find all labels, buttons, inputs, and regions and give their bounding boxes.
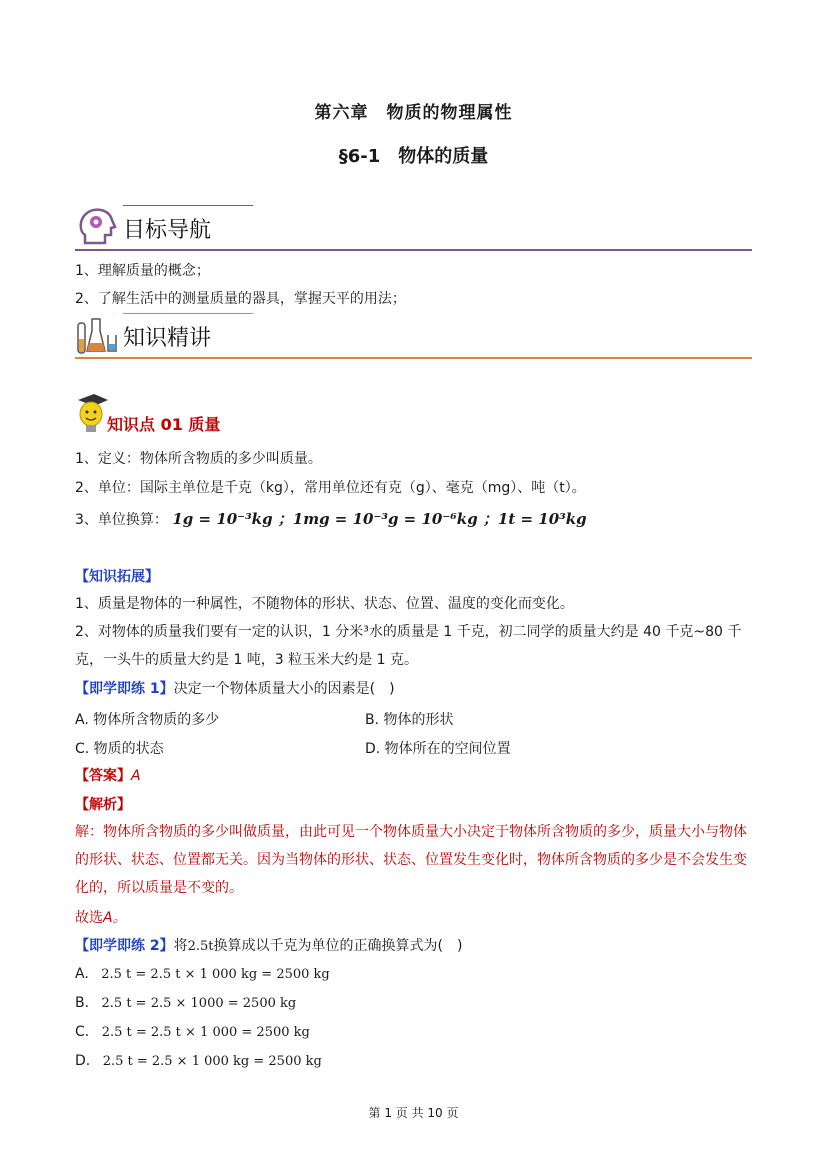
q2-option-c-letter: C. (75, 1024, 90, 1040)
expand-paragraph-1: 1、质量是物体的一种属性，不随物体的形状、状态、位置、温度的变化而变化。 (75, 596, 574, 612)
goal-item-1: 1、理解质量的概念； (75, 263, 210, 279)
banner-knowledge-label: 知识精讲 (123, 326, 212, 351)
q1-option-b: B. 物体的形状 (365, 712, 454, 728)
question-2-prefix: 将 (173, 938, 188, 954)
q2-option-a (75, 966, 330, 982)
q2-option-c (75, 1024, 310, 1040)
q1-option-d: D. 物体所在的空间位置 (365, 741, 511, 757)
q1-choose (75, 908, 127, 928)
head-brain-icon (75, 205, 119, 249)
q2-option-a-expr: 2.5 t = 2.5 t × 1 000 kg = 2500 kg (101, 967, 330, 982)
section-title: §6-1 物体的质量 (338, 146, 489, 167)
knowledge-point-title: 知识点 01 质量 (107, 415, 221, 434)
conversion-prefix: 3、单位换算： (75, 512, 168, 528)
q1-option-c: C. 物质的状态 (75, 741, 164, 757)
banner-goals-label: 目标导航 (123, 218, 212, 243)
q2-option-d-expr: 2.5 t = 2.5 × 1 000 kg = 2500 kg (102, 1054, 322, 1069)
question-1-stem: 决定一个物体质量大小的因素是( ) (173, 681, 395, 697)
q2-option-a-letter: A. (75, 966, 89, 982)
flask-icon (75, 313, 119, 357)
q2-option-b (75, 995, 296, 1011)
expand-label: 【知识拓展】 (75, 569, 159, 585)
q1-option-a: A. 物体所含物质的多少 (75, 712, 220, 728)
unit-line: 2、单位：国际主单位是千克（kg），常用单位还有克（g）、毫克（mg）、吨（t）。 (75, 480, 586, 496)
q2-option-c-expr: 2.5 t = 2.5 t × 1 000 = 2500 kg (101, 1025, 310, 1040)
chapter-title: 第六章 物质的物理属性 (314, 103, 513, 123)
q1-analysis-text: 解：物体所含物质的多少叫做质量，由此可见一个物体质量大小决定于物体所含物质的多少，质量大小与物体的形状、状态、位置都无关。因为当物体的形状、状态、位置发生变化时，物体所含物质的多少是不会发生变化的，所以质量是不变的。 (75, 824, 747, 896)
definition-line: 1、定义：物体所含物质的多少叫质量。 (75, 451, 322, 467)
q1-answer-label: 【答案】 (75, 768, 131, 784)
q2-option-b-letter: B. (75, 995, 90, 1011)
q1-answer-value: A (131, 768, 141, 784)
q2-option-b-expr: 2.5 t = 2.5 × 1000 = 2500 kg (101, 996, 297, 1011)
q1-choose-value: A。 (103, 910, 127, 926)
q1-analysis-label: 【解析】 (75, 797, 131, 813)
question-2-suffix: 换算成以千克为单位的正确换算式为( ) (213, 938, 463, 954)
page-footer: 第 1 页 共 10 页 (368, 1106, 459, 1120)
q2-option-d-letter: D. (75, 1053, 91, 1069)
conversion-line (75, 509, 587, 530)
q1-choose-prefix: 故选 (75, 910, 103, 926)
q1-answer (75, 766, 141, 786)
q2-option-d (75, 1053, 322, 1069)
bulb-graduate-icon (74, 392, 108, 436)
question-2-label: 【即学即练 2】 (75, 938, 174, 954)
expand-paragraph-2: 2、对物体的质量我们要有一定的认识，1 分米³水的质量是 1 千克，初二同学的质量大约是 40 千克~80 千克，一头牛的质量大约是 1 吨，3 粒玉米大约是 1 克。 (75, 624, 742, 668)
goal-item-2: 2、了解生活中的测量质量的器具，掌握天平的用法； (75, 291, 406, 307)
banner-knowledge (75, 313, 752, 359)
question-1-label: 【即学即练 1】 (75, 681, 174, 697)
question-1 (75, 679, 395, 699)
banner-goals (75, 205, 752, 251)
question-2 (75, 936, 462, 957)
question-2-value: 2.5t (187, 939, 214, 954)
conversion-formula: 1g = 10⁻³kg ；1mg = 10⁻³g = 10⁻⁶kg ；1t = 10³kg (172, 510, 587, 528)
